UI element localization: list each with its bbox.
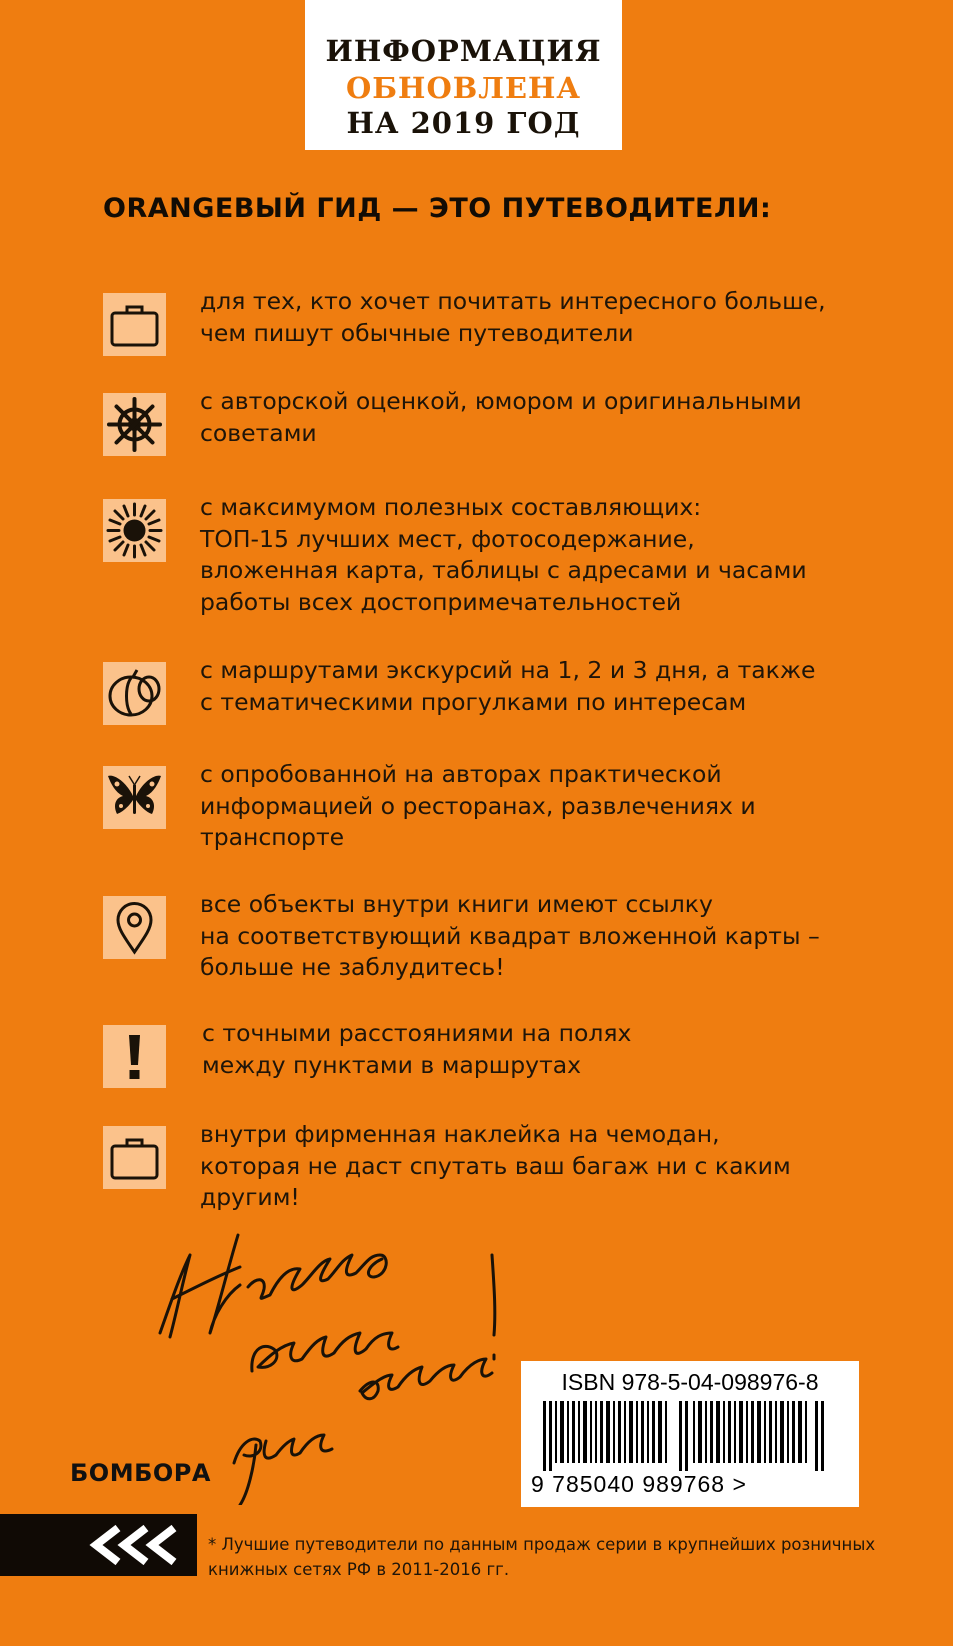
feature-text-line: с точными расстояниями на полях <box>202 1019 632 1047</box>
feature-text-line: советами <box>200 418 317 447</box>
feature-text-line: с авторской оценкой, юмором и оригинальными <box>200 387 802 415</box>
badge-line-3: НА 2019 ГОД <box>346 106 581 140</box>
feature-text-line: с тематическими прогулками по интересам <box>200 687 747 716</box>
feature-text-line: с маршрутами экскурсий на 1, 2 и 3 дня, а также <box>200 656 816 684</box>
feature-text-line: с максимумом полезных составляющих: <box>200 493 702 521</box>
isbn-label: ISBN 978-5-04-098976-8 <box>561 1369 819 1395</box>
badge-line-1: ИНФОРМАЦИЯ <box>325 34 602 68</box>
feature-text-line: другим! <box>200 1183 300 1211</box>
suitcase-icon <box>103 1126 166 1189</box>
isbn-barcode <box>521 1361 859 1507</box>
fruit-icon <box>103 662 166 725</box>
butterfly-icon <box>103 766 166 829</box>
feature-text-line: больше не заблудитесь! <box>200 953 505 981</box>
feature-text-line: между пунктами в маршрутах <box>202 1050 582 1079</box>
feature-text-line: транспорте <box>200 823 345 851</box>
update-badge <box>305 0 622 150</box>
feature-text-line: внутри фирменная наклейка на чемодан, <box>200 1120 720 1148</box>
feature-text-line: все объекты внутри книги имеют ссылку <box>200 890 713 918</box>
sun-icon <box>103 499 166 562</box>
feature-text-line: для тех, кто хочет почитать интересного больше, <box>200 287 826 315</box>
feature-text-line: на соответствующий квадрат вложенной карты – <box>200 921 820 950</box>
barcode-icon <box>543 1401 835 1471</box>
badge-line-2: ОБНОВЛЕНА <box>346 71 581 105</box>
isbn-number: 9 785040 989768 > <box>531 1471 747 1497</box>
suitcase-icon <box>103 293 166 356</box>
publisher-logo: БОМБОРА <box>70 1459 211 1487</box>
footnote-line: книжных сетях РФ в 2011-2016 гг. <box>208 1560 510 1579</box>
footnote <box>208 1532 875 1582</box>
feature-text-line: вложенная карта, таблицы с адресами и часами <box>200 556 807 584</box>
series-heading: ORANGEВЫЙ ГИД — ЭТО ПУТЕВОДИТЕЛИ: <box>103 193 772 224</box>
feature-text-line: чем пишут обычные путеводители <box>200 318 634 347</box>
feature-text-line: которая не даст спутать ваш багаж ни с каким <box>200 1151 791 1180</box>
feature-text-line: информацией о ресторанах, развлечениях и <box>200 791 756 820</box>
exclamation-icon <box>103 1025 166 1088</box>
map-pin-icon <box>103 896 166 959</box>
feature-text-line: ТОП-15 лучших мест, фотосодержание, <box>200 524 695 553</box>
series-mark <box>0 1514 197 1576</box>
feature-text-line: с опробованной на авторах практической <box>200 760 722 788</box>
chevrons-left-icon <box>0 1514 197 1576</box>
ship-wheel-icon <box>103 393 166 456</box>
feature-text-line: работы всех достопримечательностей <box>200 587 682 616</box>
footnote-line: * Лучшие путеводители по данным продаж серии в крупнейших розничных <box>208 1535 876 1554</box>
